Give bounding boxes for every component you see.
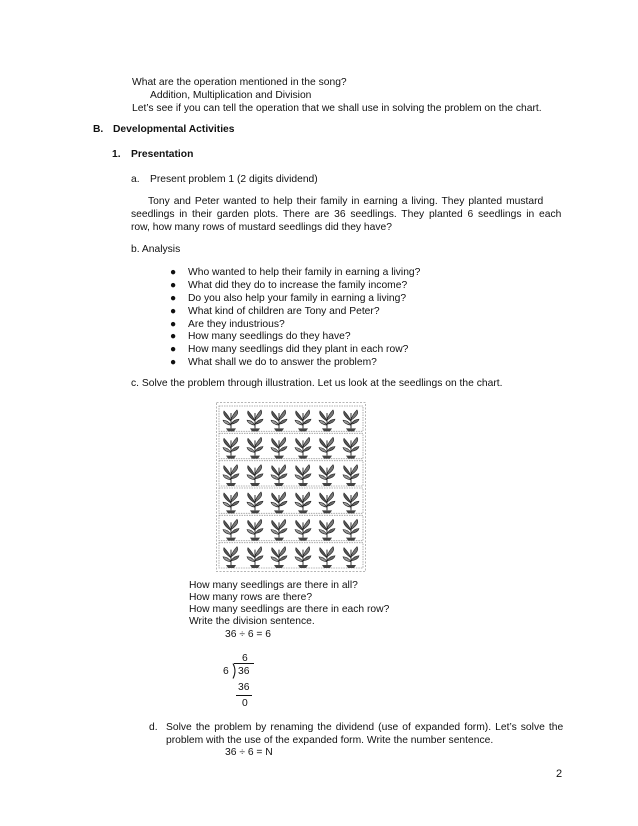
seedling-icon bbox=[271, 492, 287, 513]
seedling-icon bbox=[247, 547, 263, 568]
bullet-icon: ● bbox=[170, 319, 177, 330]
seedling-icon bbox=[295, 492, 311, 513]
bullet-icon: ● bbox=[170, 267, 177, 278]
seedling-icon bbox=[343, 492, 359, 513]
seedling-row bbox=[219, 515, 363, 540]
seedling-icon bbox=[295, 547, 311, 568]
seedling-row bbox=[219, 488, 363, 513]
bullet-icon: ● bbox=[170, 331, 177, 342]
chart-question: How many rows are there? bbox=[189, 592, 313, 603]
seedling-icon bbox=[247, 465, 263, 486]
seedling-icon bbox=[295, 519, 311, 540]
chart-question: Write the division sentence. bbox=[189, 616, 315, 627]
bullet-icon: ● bbox=[170, 306, 177, 317]
seedling-icon bbox=[295, 437, 311, 458]
seedling-icon bbox=[343, 410, 359, 431]
seedling-icon bbox=[271, 547, 287, 568]
long-division-divisor: 6 bbox=[223, 666, 229, 677]
seedling-icon bbox=[247, 519, 263, 540]
item-d-label: d. bbox=[149, 722, 158, 733]
seedling-icon bbox=[247, 410, 263, 431]
bullet-icon: ● bbox=[170, 344, 177, 355]
seedling-icon bbox=[295, 410, 311, 431]
long-division-dividend: 36 bbox=[238, 666, 250, 677]
seedling-icon bbox=[223, 492, 239, 513]
seedling-icon bbox=[343, 465, 359, 486]
presentation-number: 1. bbox=[112, 149, 121, 160]
item-d-line-2: problem with the use of the expanded form. Write the number sentence. bbox=[166, 735, 494, 746]
intro-prompt: Let’s see if you can tell the operation that we shall use in solving the problem on the chart. bbox=[132, 103, 542, 114]
chart-question: How many seedlings are there in all? bbox=[189, 580, 358, 591]
seedling-icon bbox=[223, 519, 239, 540]
seedling-icon bbox=[223, 410, 239, 431]
section-b-title: Developmental Activities bbox=[113, 124, 235, 135]
long-division-rule bbox=[236, 695, 252, 696]
intro-question: What are the operation mentioned in the song? bbox=[132, 77, 347, 88]
bullet-icon: ● bbox=[170, 293, 177, 304]
division-sentence: 36 ÷ 6 = 6 bbox=[225, 629, 272, 640]
seedling-icon bbox=[223, 437, 239, 458]
item-d-line-1: Solve the problem by renaming the dividend (use of expanded form). Let’s solve the bbox=[166, 722, 564, 733]
seedling-row bbox=[219, 406, 363, 431]
long-division-quotient: 6 bbox=[242, 653, 248, 664]
item-d-sentence: 36 ÷ 6 = N bbox=[225, 747, 273, 758]
chart-frame bbox=[217, 403, 366, 572]
item-c-text: c. Solve the problem through illustration. Let us look at the seedlings on the chart. bbox=[131, 378, 503, 389]
page-number: 2 bbox=[556, 768, 563, 780]
seedling-icon bbox=[319, 465, 335, 486]
problem-line-3: row, how many rows of mustard seedlings did they have? bbox=[131, 222, 392, 233]
item-a-label: a. bbox=[131, 174, 140, 185]
seedling-icon bbox=[343, 437, 359, 458]
seedling-icon bbox=[319, 519, 335, 540]
seedling-icon bbox=[271, 519, 287, 540]
seedling-icon bbox=[271, 465, 287, 486]
seedling-row bbox=[219, 461, 363, 486]
seedling-icon bbox=[319, 437, 335, 458]
seedling-icon bbox=[319, 410, 335, 431]
seedling-icon bbox=[223, 465, 239, 486]
seedling-icon bbox=[223, 547, 239, 568]
intro-answer: Addition, Multiplication and Division bbox=[150, 90, 312, 101]
seedling-icon bbox=[319, 492, 335, 513]
long-division-product: 36 bbox=[238, 682, 250, 693]
seedling-icon bbox=[271, 410, 287, 431]
chart-question: How many seedlings are there in each row? bbox=[189, 604, 390, 615]
seedling-icon bbox=[247, 437, 263, 458]
seedling-row bbox=[219, 433, 363, 458]
problem-line-1: Tony and Peter wanted to help their family in earning a living. They planted mustard bbox=[148, 196, 544, 207]
seedlings-chart bbox=[216, 402, 366, 572]
bullet-icon: ● bbox=[170, 357, 177, 368]
seedling-row bbox=[219, 543, 363, 568]
seedling-icon bbox=[343, 547, 359, 568]
seedling-icon bbox=[295, 465, 311, 486]
problem-line-2: seedlings in their garden plots. There are 36 seedlings. They planted 6 seedlings in each bbox=[131, 209, 562, 220]
section-b-label: B. bbox=[93, 124, 104, 135]
seedling-icon bbox=[247, 492, 263, 513]
seedling-icon bbox=[271, 437, 287, 458]
presentation-title: Presentation bbox=[131, 149, 194, 160]
seedling-icon bbox=[319, 547, 335, 568]
item-b-label: b. Analysis bbox=[131, 244, 181, 255]
long-division-remainder: 0 bbox=[242, 698, 248, 709]
item-a-text: Present problem 1 (2 digits dividend) bbox=[150, 174, 318, 185]
bullet-icon: ● bbox=[170, 280, 177, 291]
seedling-icon bbox=[343, 519, 359, 540]
